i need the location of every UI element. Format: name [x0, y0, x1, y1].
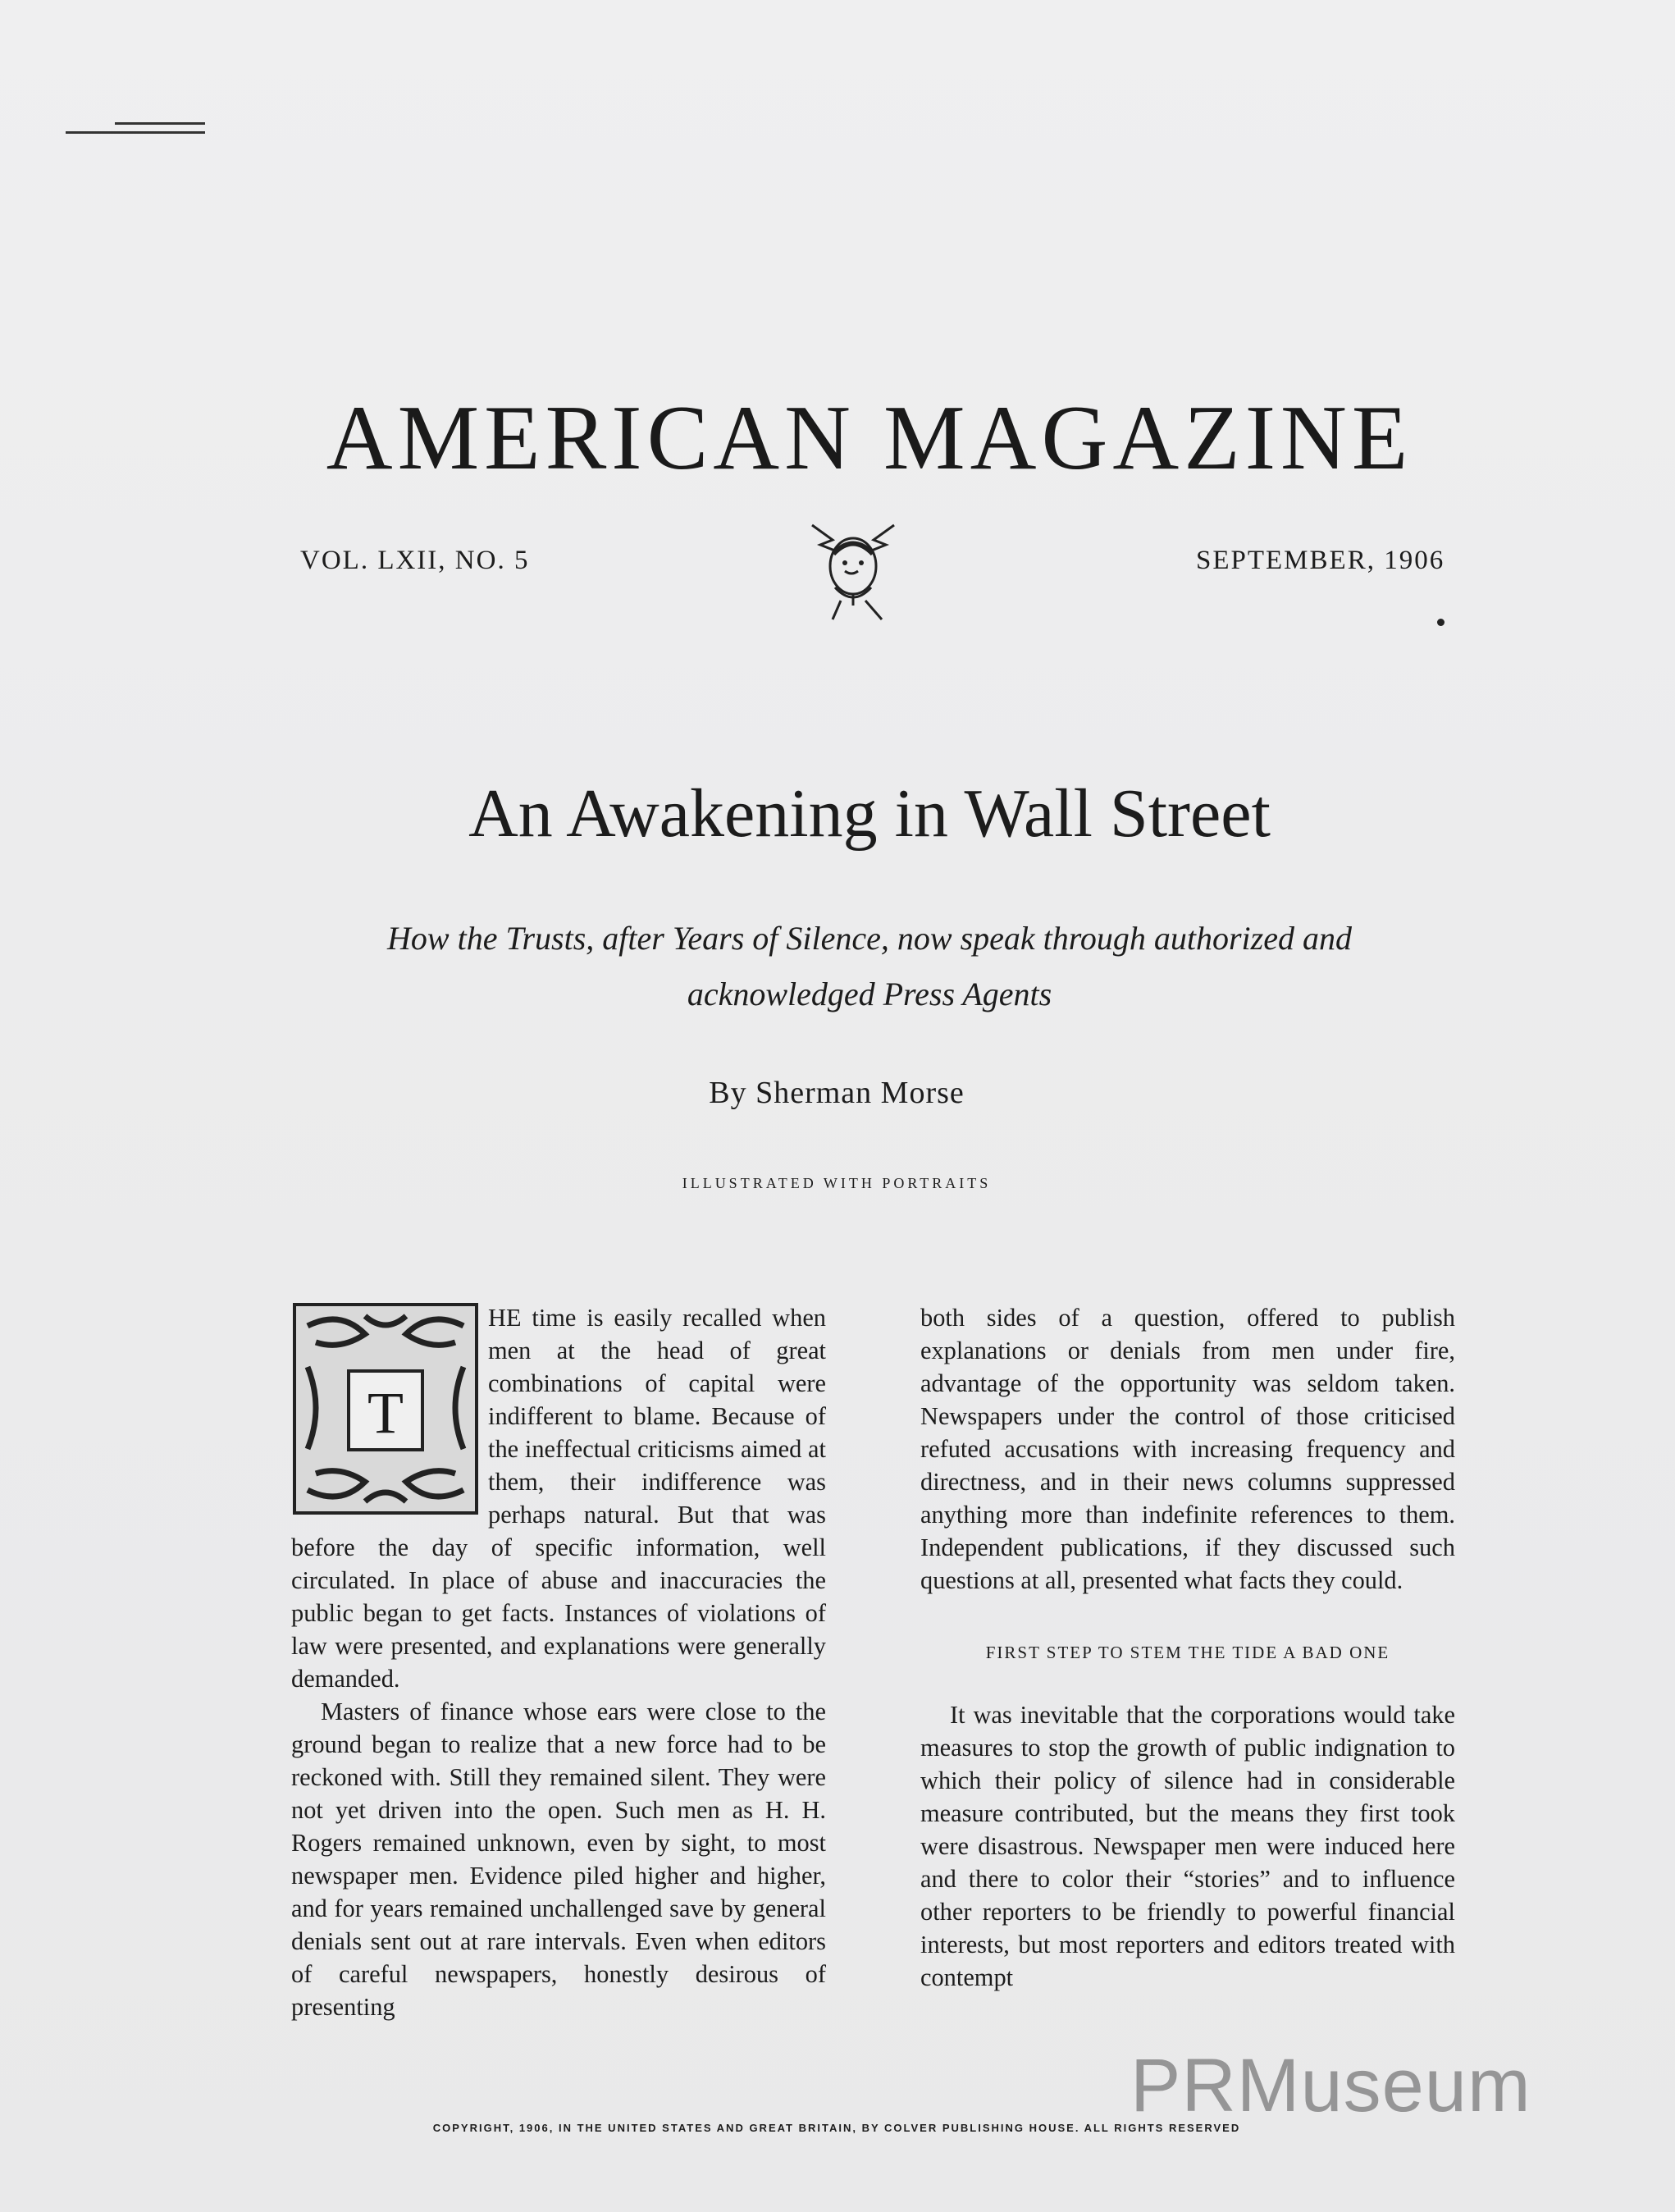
ink-dot — [1437, 619, 1445, 626]
masthead-title: AMERICAN MAGAZINE — [326, 387, 1413, 489]
volume-number: VOL. LXII, NO. 5 — [300, 546, 530, 575]
article-title: An Awakening in Wall Street — [468, 775, 1271, 852]
paragraph: HE time is easily recalled when men at the head of great combinations of capital were indifferent to blame. Because of the ineffectual criticisms aimed at them, their indifference was perhaps natural. But that was before the day of specific information, well circulated. In place of abuse and inaccuracies the public began to get facts. Instances of violations of law were presented, and explanations were generally demanded. — [291, 1304, 826, 1693]
article-subtitle: How the Trusts, after Years of Silence, now speak through authorized and acknowledged Press Agents — [387, 920, 1352, 1012]
article-column-2 — [920, 1301, 1455, 1994]
copyright-line: COPYRIGHT, 1906, IN THE UNITED STATES AND GREAT BRITAIN, BY COLVER PUBLISHING HOUSE. ALL RIGHTS RESERVED — [432, 2122, 1241, 2134]
article-byline: By Sherman Morse — [709, 1076, 965, 1110]
dropcap-letter: T — [367, 1380, 404, 1446]
section-heading: FIRST STEP TO STEM THE TIDE A BAD ONE — [985, 1643, 1390, 1662]
issue-date: SEPTEMBER, 1906 — [1196, 546, 1445, 575]
illustration-note: ILLUSTRATED WITH PORTRAITS — [682, 1175, 992, 1191]
paragraph: It was inevitable that the corporations would take measures to stop the growth of public indignation to which their policy of silence had in considerable measure contributed, but the means they first took were disastrous. Newspaper men were induced here and there to color their “stories” and to influence other reporters to be friendly to powerful financial interests, but most reporters and editors treated with contempt — [920, 1701, 1455, 1991]
article-column-1 — [291, 1301, 826, 2023]
ornamental-dropcap-icon — [291, 1301, 480, 1516]
liberty-head-emblem-icon — [804, 509, 902, 624]
watermark: PRMuseum — [1130, 2044, 1531, 2127]
pen-mark — [66, 131, 205, 153]
paragraph: Masters of finance whose ears were close to the ground began to realize that a new force had to be reckoned with. Still they remained silent. They were not yet driven into the open. Such men as H. H. Rogers remained unknown, even by sight, to most newspaper men. Evidence piled higher and higher, and for years remained unchallenged save by general denials sent out at rare intervals. Even when editors of careful newspapers, honestly desirous of presenting — [291, 1698, 826, 2021]
paragraph: both sides of a question, offered to publish explanations or denials from men under fire, advantage of the opportunity was seldom taken. Newspapers under the control of those criticised refuted accusations with increasing frequency and directness, and in their news columns suppressed anything more than indefinite references to them. Independent publications, if they discussed such questions at all, presented what facts they could. — [920, 1304, 1455, 1594]
